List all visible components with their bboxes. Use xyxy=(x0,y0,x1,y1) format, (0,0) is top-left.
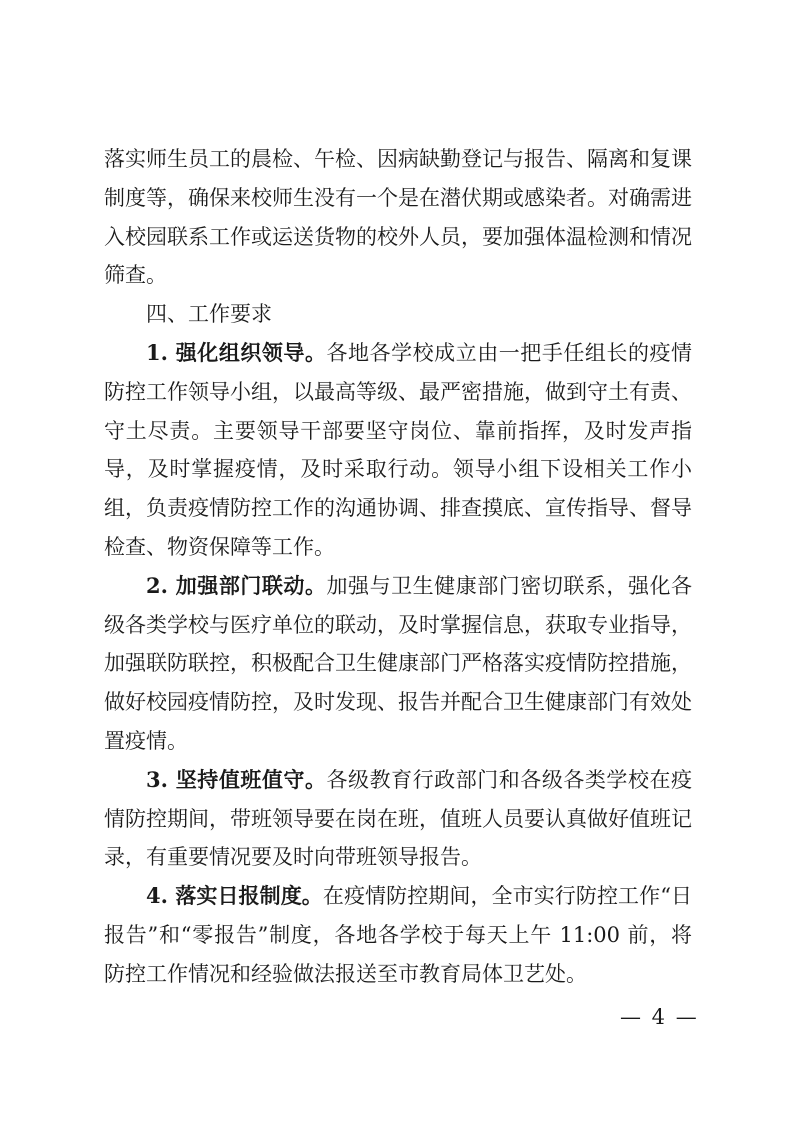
intro-paragraph: 落实师生员工的晨检、午检、因病缺勤登记与报告、隔离和复课制度等，确保来校师生没有一个是在潜伏期或感染者。对确需进入校园联系工作或运送货物的校外人员，要加强体温检测和情况筛查。 xyxy=(104,147,692,288)
requirement-item-1-lead: 1. 强化组织领导。 xyxy=(146,339,327,365)
requirement-item-2-body: 加强与卫生健康部门密切联系，强化各级各类学校与医疗单位的联动，及时掌握信息，获取专业指导，加强联防联控，积极配合卫生健康部门严格落实疫情防控措施，做好校园疫情防控，及时发现、报告并配合卫生健康部门有效处置疫情。 xyxy=(104,573,693,753)
page-number: — 4 — xyxy=(620,1005,699,1029)
requirement-item-1 xyxy=(104,334,692,567)
requirement-item-3 xyxy=(104,761,692,877)
requirement-item-1-body: 各地各学校成立由一把手任组长的疫情防控工作领导小组，以最高等级、最严密措施，做到守土有责、守土尽责。主要领导干部要坚守岗位、靠前指挥，及时发声指导，及时掌握疫情，及时采取行动。领导小组下设相关工作小组，负责疫情防控工作的沟通协调、排查摸底、宣传指导、督导检查、物资保障等工作。 xyxy=(104,340,693,559)
requirement-item-4 xyxy=(104,877,692,993)
requirement-item-4-lead: 4. 落实日报制度。 xyxy=(146,883,323,909)
requirement-item-3-lead: 3. 坚持值班值守。 xyxy=(146,766,327,792)
requirement-item-3-body: 各级教育行政部门和各级各类学校在疫情防控期间，带班领导要在岗在班，值班人员要认真做好值班记录，有重要情况要及时向带班领导报告。 xyxy=(104,767,693,870)
section-heading: 四、工作要求 xyxy=(146,302,272,327)
requirement-item-2 xyxy=(104,567,692,761)
requirement-item-2-lead: 2. 加强部门联动。 xyxy=(146,572,327,598)
document-body xyxy=(104,140,692,994)
requirement-item-4-body: 在疫情防控期间，全市实行防控工作“日报告”和“零报告”制度，各地各学校于每天上午 11:00 前，将防控工作情况和经验做法报送至市教育局体卫艺处。 xyxy=(104,884,693,986)
